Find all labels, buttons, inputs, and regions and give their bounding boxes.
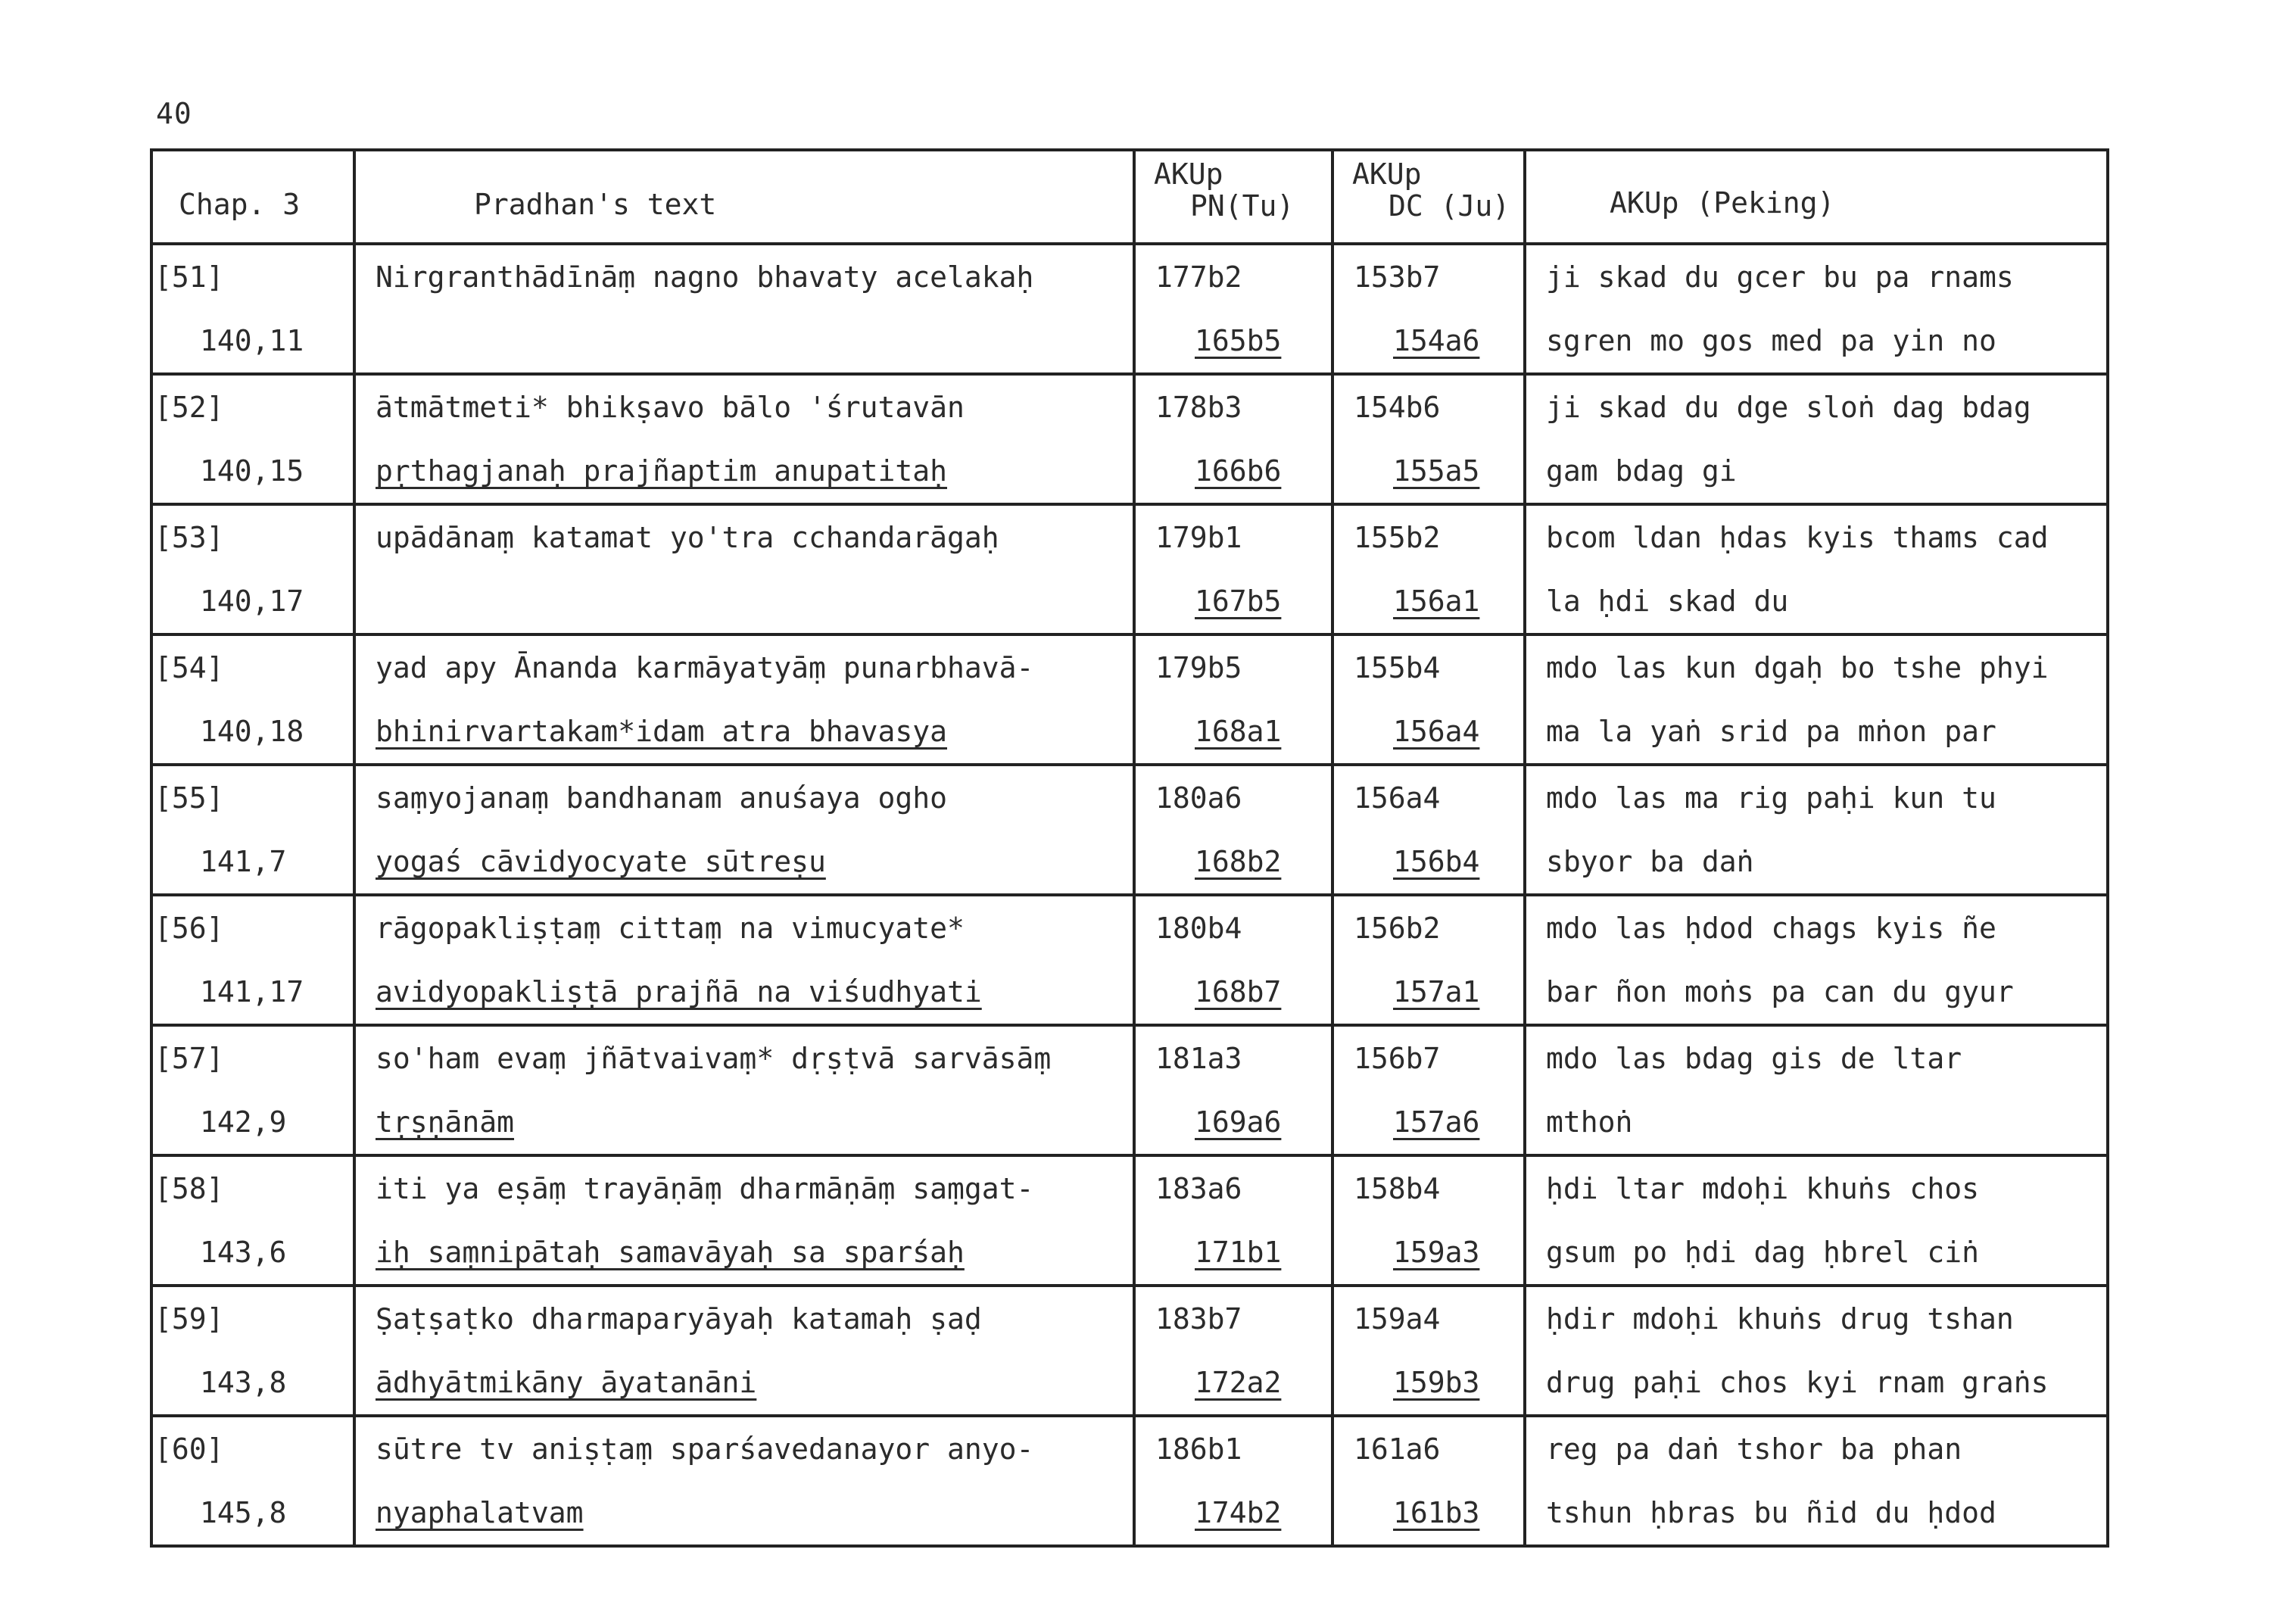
tibetan-text-cell <box>1525 504 2108 634</box>
table-row <box>151 1025 2108 1155</box>
sanskrit-text-line2: ādhyātmikāny āyatanāni <box>376 1366 757 1399</box>
sanskrit-text-line2: avidyopakliṣṭā prajñā na viśudhyati <box>376 975 982 1008</box>
tibetan-text-cell <box>1525 244 2108 374</box>
tibetan-text-cell <box>1525 895 2108 1025</box>
header-akup-pn <box>1134 150 1332 244</box>
pn-folio-first: 186b1 <box>1155 1432 1242 1466</box>
header-akup-pn-line1: AKUp <box>1154 157 1223 191</box>
table-row <box>151 895 2108 1025</box>
tibetan-text-line1: mdo las kun dgaḥ bo tshe phyi <box>1546 651 2049 684</box>
pn-folio-second: 165b5 <box>1195 324 1282 357</box>
tibetan-text-cell <box>1525 1416 2108 1546</box>
pn-folio-cell <box>1134 1416 1332 1546</box>
dc-folio-second: 161b3 <box>1393 1496 1480 1529</box>
header-row <box>151 150 2108 244</box>
sanskrit-text-line1: rāgopakliṣṭaṃ cittaṃ na vimucyate* <box>376 912 965 945</box>
table-row <box>151 1155 2108 1286</box>
sanskrit-text-cell <box>354 504 1134 634</box>
table-row <box>151 374 2108 504</box>
sanskrit-text-line1: upādānaṃ katamat yo'tra cchandarāgaḥ <box>376 521 999 554</box>
dc-folio-cell <box>1332 895 1525 1025</box>
pn-folio-second: 169a6 <box>1195 1105 1282 1139</box>
sanskrit-text-line1: ātmātmeti* bhikṣavo bālo 'śrutavān <box>376 391 965 424</box>
header-akup-dc-line1: AKUp <box>1352 157 1422 191</box>
dc-folio-second: 159a3 <box>1393 1236 1480 1269</box>
pn-folio-first: 179b1 <box>1155 521 1242 554</box>
pn-folio-cell <box>1134 634 1332 765</box>
verse-location: 140,15 <box>200 454 304 488</box>
tibetan-text-cell <box>1525 765 2108 895</box>
sanskrit-text-cell <box>354 1286 1134 1416</box>
tibetan-text-line2: ma la yaṅ srid pa mṅon par <box>1546 715 1996 748</box>
table-row <box>151 244 2108 374</box>
chapter-cell <box>151 374 354 504</box>
sanskrit-text-line2: nyaphalatvam <box>376 1496 584 1529</box>
table-row <box>151 634 2108 765</box>
table-row <box>151 1286 2108 1416</box>
dc-folio-first: 155b4 <box>1354 651 1441 684</box>
tibetan-text-line2: sbyor ba daṅ <box>1546 845 1754 878</box>
sanskrit-text-line1: iti ya eṣāṃ trayāṇāṃ dharmāṇāṃ saṃgat- <box>376 1172 1034 1205</box>
tibetan-text-line1: bcom ldan ḥdas kyis thams cad <box>1546 521 2049 554</box>
verse-location: 143,8 <box>200 1366 287 1399</box>
pn-folio-cell <box>1134 504 1332 634</box>
pn-folio-second: 171b1 <box>1195 1236 1282 1269</box>
verse-ref: [53] <box>154 521 224 554</box>
verse-ref: [58] <box>154 1172 224 1205</box>
pn-folio-first: 177b2 <box>1155 260 1242 294</box>
tibetan-text-cell <box>1525 1025 2108 1155</box>
header-akup-peking: AKUp (Peking) <box>1525 150 2108 244</box>
dc-folio-cell <box>1332 1155 1525 1286</box>
pn-folio-second: 168b2 <box>1195 845 1282 878</box>
chapter-cell <box>151 244 354 374</box>
tibetan-text-cell <box>1525 634 2108 765</box>
dc-folio-cell <box>1332 634 1525 765</box>
dc-folio-cell <box>1332 504 1525 634</box>
sanskrit-text-line2: yogaś cāvidyocyate sūtreṣu <box>376 845 826 878</box>
dc-folio-first: 156a4 <box>1354 781 1441 815</box>
sanskrit-text-line1: sūtre tv aniṣṭaṃ sparśavedanayor anyo- <box>376 1432 1034 1466</box>
tibetan-text-cell <box>1525 374 2108 504</box>
pn-folio-first: 181a3 <box>1155 1042 1242 1075</box>
tibetan-text-line2: bar ñon moṅs pa can du gyur <box>1546 975 2014 1008</box>
chapter-cell <box>151 765 354 895</box>
sanskrit-text-line1: yad apy Ānanda karmāyatyāṃ punarbhavā- <box>376 651 1034 684</box>
dc-folio-cell <box>1332 1286 1525 1416</box>
verse-ref: [55] <box>154 781 224 815</box>
verse-location: 145,8 <box>200 1496 287 1529</box>
chapter-cell <box>151 1155 354 1286</box>
sanskrit-text-cell <box>354 244 1134 374</box>
pn-folio-cell <box>1134 1155 1332 1286</box>
table-row <box>151 1416 2108 1546</box>
sanskrit-text-cell <box>354 374 1134 504</box>
tibetan-text-line2: gam bdag gi <box>1546 454 1737 488</box>
chapter-cell <box>151 1286 354 1416</box>
sanskrit-text-line2: pṛthagjanaḥ prajñaptim anupatitaḥ <box>376 454 947 488</box>
verse-ref: [52] <box>154 391 224 424</box>
dc-folio-first: 161a6 <box>1354 1432 1441 1466</box>
dc-folio-second: 156a1 <box>1393 584 1480 618</box>
pn-folio-second: 172a2 <box>1195 1366 1282 1399</box>
pn-folio-cell <box>1134 374 1332 504</box>
pn-folio-cell <box>1134 765 1332 895</box>
sanskrit-text-cell <box>354 1025 1134 1155</box>
tibetan-text-line1: reg pa daṅ tshor ba phan <box>1546 1432 1962 1466</box>
verse-ref: [56] <box>154 912 224 945</box>
tibetan-text-line2: sgren mo gos med pa yin no <box>1546 324 1996 357</box>
pn-folio-second: 168b7 <box>1195 975 1282 1008</box>
pn-folio-cell <box>1134 244 1332 374</box>
pn-folio-cell <box>1134 1025 1332 1155</box>
sanskrit-text-cell <box>354 765 1134 895</box>
sanskrit-text-cell <box>354 634 1134 765</box>
verse-ref: [59] <box>154 1302 224 1336</box>
tibetan-text-line2: mthoṅ <box>1546 1105 1633 1139</box>
verse-location: 140,18 <box>200 715 304 748</box>
sanskrit-text-cell <box>354 895 1134 1025</box>
pn-folio-first: 183a6 <box>1155 1172 1242 1205</box>
verse-location: 140,11 <box>200 324 304 357</box>
dc-folio-second: 157a1 <box>1393 975 1480 1008</box>
verse-location: 140,17 <box>200 584 304 618</box>
sanskrit-text-line2: iḥ saṃnipātaḥ samavāyaḥ sa sparśaḥ <box>376 1236 965 1269</box>
verse-location: 141,17 <box>200 975 304 1008</box>
header-akup-dc <box>1332 150 1525 244</box>
pn-folio-first: 179b5 <box>1155 651 1242 684</box>
verse-ref: [57] <box>154 1042 224 1075</box>
chapter-cell <box>151 895 354 1025</box>
pn-folio-cell <box>1134 1286 1332 1416</box>
tibetan-text-line2: drug paḥi chos kyi rnam graṅs <box>1546 1366 2049 1399</box>
dc-folio-second: 156a4 <box>1393 715 1480 748</box>
dc-folio-second: 159b3 <box>1393 1366 1480 1399</box>
dc-folio-first: 155b2 <box>1354 521 1441 554</box>
chapter-cell <box>151 1416 354 1546</box>
dc-folio-cell <box>1332 244 1525 374</box>
tibetan-text-line1: mdo las ma rig paḥi kun tu <box>1546 781 1996 815</box>
tibetan-text-line1: mdo las ḥdod chags kyis ñe <box>1546 912 1996 945</box>
dc-folio-first: 159a4 <box>1354 1302 1441 1336</box>
dc-folio-second: 157a6 <box>1393 1105 1480 1139</box>
sanskrit-text-line2: bhinirvartakam*idam atra bhavasya <box>376 715 947 748</box>
chapter-cell <box>151 1025 354 1155</box>
dc-folio-cell <box>1332 765 1525 895</box>
dc-folio-first: 154b6 <box>1354 391 1441 424</box>
tibetan-text-line2: tshun ḥbras bu ñid du ḥdod <box>1546 1496 1996 1529</box>
tibetan-text-cell <box>1525 1155 2108 1286</box>
chapter-cell <box>151 634 354 765</box>
pn-folio-second: 167b5 <box>1195 584 1282 618</box>
pn-folio-second: 174b2 <box>1195 1496 1282 1529</box>
header-akup-dc-line2: DC (Ju) <box>1389 189 1510 223</box>
dc-folio-first: 153b7 <box>1354 260 1441 294</box>
tibetan-text-line1: ji skad du dge sloṅ dag bdag <box>1546 391 2031 424</box>
page-number: 40 <box>156 97 192 130</box>
tibetan-text-line1: ḥdi ltar mdoḥi khuṅs chos <box>1546 1172 1979 1205</box>
verse-location: 141,7 <box>200 845 287 878</box>
pn-folio-first: 180b4 <box>1155 912 1242 945</box>
pn-folio-first: 180a6 <box>1155 781 1242 815</box>
verse-ref: [51] <box>154 260 224 294</box>
dc-folio-cell <box>1332 1416 1525 1546</box>
pn-folio-first: 183b7 <box>1155 1302 1242 1336</box>
header-akup-pn-line2: PN(Tu) <box>1190 189 1295 223</box>
sanskrit-text-line1: Nirgranthādīnāṃ nagno bhavaty acelakaḥ <box>376 260 1034 294</box>
sanskrit-text-line2 <box>376 569 1133 633</box>
sanskrit-text-line2: tṛṣṇānām <box>376 1105 515 1139</box>
sanskrit-text-cell <box>354 1416 1134 1546</box>
table-row <box>151 504 2108 634</box>
verse-location: 142,9 <box>200 1105 287 1139</box>
sanskrit-text-line1: Ṣaṭṣaṭko dharmaparyāyaḥ katamaḥ ṣaḍ <box>376 1302 982 1336</box>
dc-folio-cell <box>1332 1025 1525 1155</box>
dc-folio-second: 155a5 <box>1393 454 1480 488</box>
verse-location: 143,6 <box>200 1236 287 1269</box>
chapter-cell <box>151 504 354 634</box>
sanskrit-text-line1: so'ham evaṃ jñātvaivaṃ* dṛṣṭvā sarvāsāṃ <box>376 1042 1052 1075</box>
dc-folio-first: 156b7 <box>1354 1042 1441 1075</box>
dc-folio-first: 156b2 <box>1354 912 1441 945</box>
dc-folio-second: 156b4 <box>1393 845 1480 878</box>
header-pradhan-text: Pradhan's text <box>354 150 1134 244</box>
tibetan-text-line1: ji skad du gcer bu pa rnams <box>1546 260 2014 294</box>
pn-folio-first: 178b3 <box>1155 391 1242 424</box>
pn-folio-cell <box>1134 895 1332 1025</box>
tibetan-text-line1: mdo las bdag gis de ltar <box>1546 1042 1962 1075</box>
reference-table <box>150 148 2109 1548</box>
sanskrit-text-line2 <box>376 309 1133 372</box>
sanskrit-text-cell <box>354 1155 1134 1286</box>
dc-folio-first: 158b4 <box>1354 1172 1441 1205</box>
pn-folio-second: 166b6 <box>1195 454 1282 488</box>
table-row <box>151 765 2108 895</box>
dc-folio-second: 154a6 <box>1393 324 1480 357</box>
tibetan-text-line1: ḥdir mdoḥi khuṅs drug tshan <box>1546 1302 2014 1336</box>
verse-ref: [60] <box>154 1432 224 1466</box>
tibetan-text-line2: la ḥdi skad du <box>1546 584 1789 618</box>
pn-folio-second: 168a1 <box>1195 715 1282 748</box>
header-chapter: Chap. 3 <box>151 150 354 244</box>
verse-ref: [54] <box>154 651 224 684</box>
dc-folio-cell <box>1332 374 1525 504</box>
tibetan-text-line2: gsum po ḥdi dag ḥbrel ciṅ <box>1546 1236 1979 1269</box>
sanskrit-text-line1: saṃyojanaṃ bandhanam anuśaya ogho <box>376 781 947 815</box>
tibetan-text-cell <box>1525 1286 2108 1416</box>
